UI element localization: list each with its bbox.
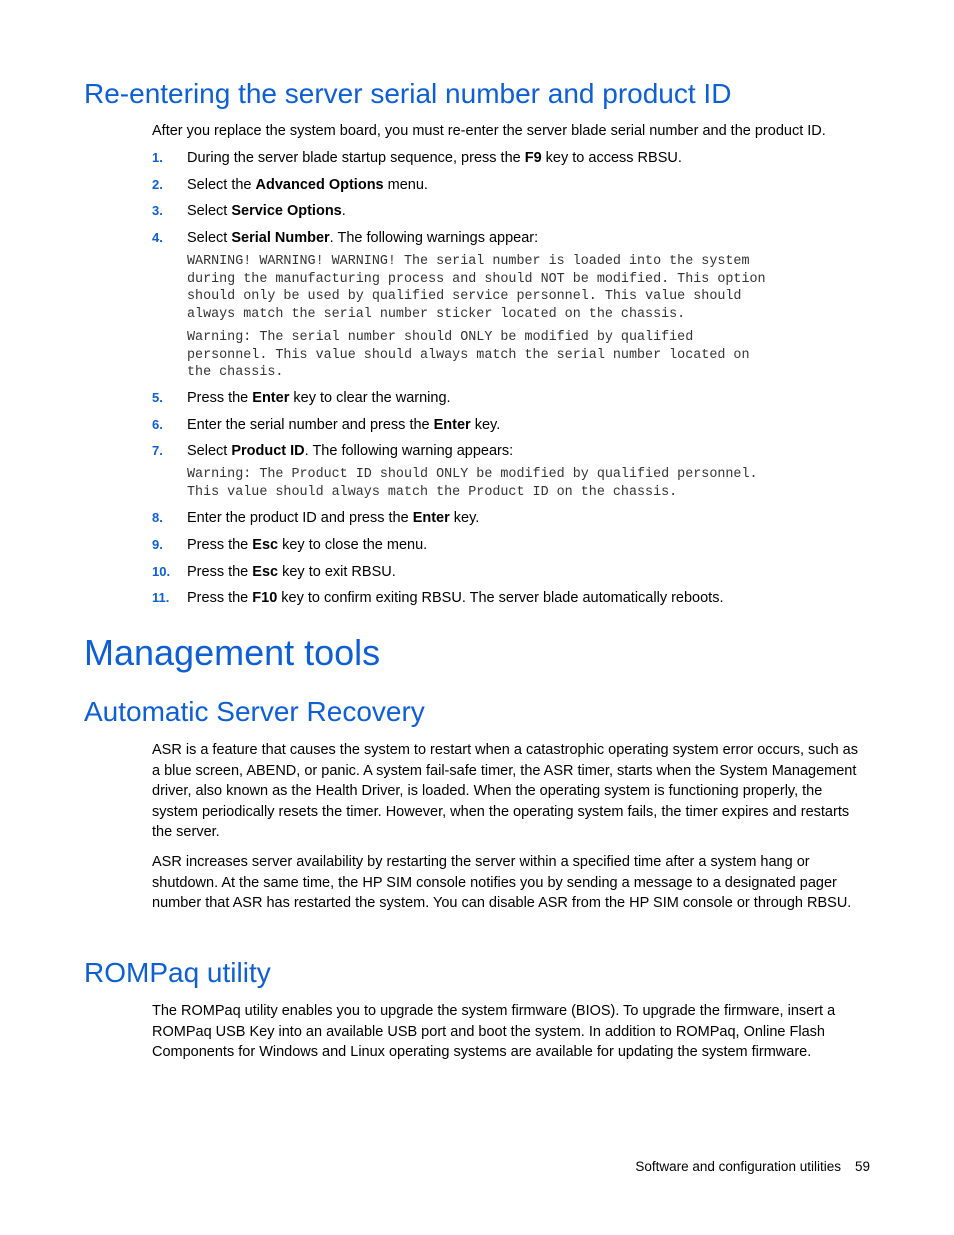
step-text: Press the Esc key to exit RBSU. [187, 564, 396, 580]
step-item [152, 535, 867, 555]
step-text: Enter the serial number and press the Enter key. [187, 417, 501, 433]
step-text: Press the Enter key to clear the warning. [187, 390, 451, 406]
step-item [152, 148, 867, 168]
step-number: 1. [152, 150, 163, 165]
chapter-heading-management-tools: Management tools [84, 632, 381, 673]
step-text: Enter the product ID and press the Enter key. [187, 510, 480, 526]
step-item [152, 175, 867, 195]
step-item [152, 388, 867, 408]
footer-chapter-title: Software and configuration utilities [635, 1159, 841, 1174]
section-heading-rompaq: ROMPaq utility [84, 957, 271, 988]
step-text: Select Service Options. [187, 203, 346, 219]
step-item [152, 508, 867, 528]
step-text: During the server blade startup sequence, press the F9 key to access RBSU. [187, 150, 682, 166]
step-item [152, 562, 867, 582]
step-item [152, 228, 867, 248]
step-item [152, 441, 867, 461]
asr-paragraph-1: ASR is a feature that causes the system to restart when a catastrophic operating system error occurs, such as a blue screen, ABEND, or panic. A system fail-safe timer, the ASR timer, starts when the System Management driver, also known as the Health Driver, is loaded. When the operating system is functioning properly, the system periodically resets the timer. However, when the operating system fails, the timer expires and restarts the server. [152, 742, 858, 840]
step-text: Select Product ID. The following warning appears: [187, 443, 514, 459]
step-text: Select the Advanced Options menu. [187, 177, 428, 193]
step-number: 2. [152, 177, 163, 192]
page-footer [635, 1158, 870, 1176]
step-text: Press the Esc key to close the menu. [187, 537, 428, 553]
step-number: 7. [152, 443, 163, 458]
rompaq-paragraph: The ROMPaq utility enables you to upgrade the system firmware (BIOS). To upgrade the firmware, insert a ROMPaq USB Key into an available USB port and boot the system. In addition to ROMPaq, Online Flash Components for Windows and Linux operating systems are available for updating the system firmware. [152, 1003, 836, 1060]
step-number: 11. [152, 590, 170, 605]
step-number: 8. [152, 510, 163, 525]
asr-paragraph-2: ASR increases server availability by restarting the server within a specified time after a system hang or shutdown. At the same time, the HP SIM console notifies you by sending a message to a designated pager number that ASR has restarted the system. You can disable ASR from the HP SIM console or through RBSU. [152, 854, 852, 911]
step-number: 3. [152, 203, 163, 218]
step-item [152, 588, 867, 608]
step-number: 5. [152, 390, 163, 405]
code-warning-product-id: Warning: The Product ID should ONLY be modified by qualified personnel. This value should always match the Product ID on the chassis. [187, 467, 758, 500]
section-heading-asr: Automatic Server Recovery [84, 696, 425, 727]
step-text: Press the F10 key to confirm exiting RBSU. The server blade automatically reboots. [187, 590, 724, 606]
intro-paragraph: After you replace the system board, you must re-enter the server blade serial number and the product ID. [152, 123, 826, 139]
step-number: 9. [152, 537, 163, 552]
code-warning-serial-1: WARNING! WARNING! WARNING! The serial number is loaded into the system during the manufacturing process and should NOT be modified. This option should only be used by qualified service personnel. This value should always match the serial number sticker located on the chassis. [187, 254, 766, 322]
step-item [152, 415, 867, 435]
step-text: Select Serial Number. The following warnings appear: [187, 230, 539, 246]
code-warning-serial-2: Warning: The serial number should ONLY be modified by qualified personnel. This value should always match the serial number located on the chassis. [187, 330, 750, 381]
page-number: 59 [854, 1159, 870, 1174]
step-number: 4. [152, 230, 163, 245]
step-number: 10. [152, 564, 171, 579]
section-heading-reentering: Re-entering the server serial number and product ID [84, 78, 732, 109]
step-number: 6. [152, 417, 163, 432]
step-item [152, 201, 867, 221]
